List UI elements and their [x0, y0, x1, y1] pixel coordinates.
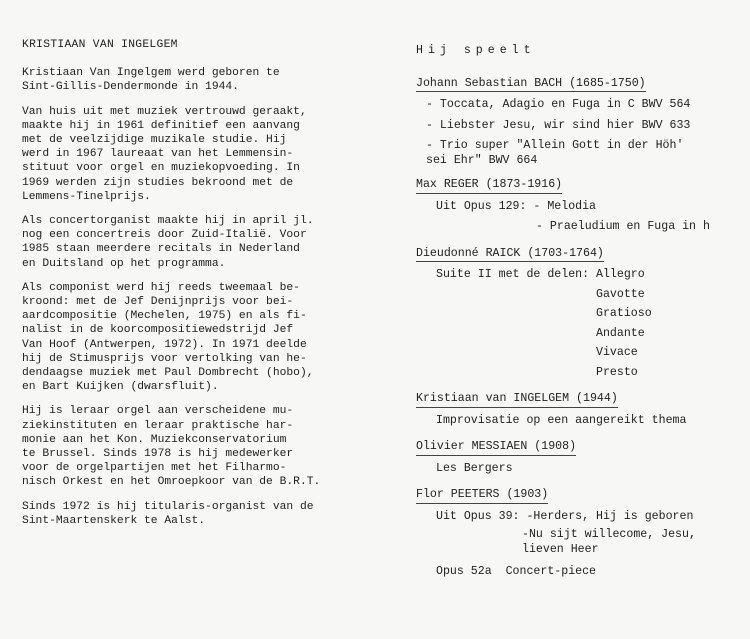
composer-name: Flor PEETERS [416, 488, 500, 501]
composer-reger [416, 172, 746, 194]
composer-years: (1903) [506, 488, 549, 501]
work-item: - Toccata, Adagio en Fuga in C BWV 564 [426, 98, 691, 111]
composer-name: Max REGER [416, 178, 479, 191]
work-item: - Liebster Jesu, wir sind hier BWV 633 [426, 118, 691, 132]
bio-paragraph-studies: Van huis uit met muziek vertrouwd geraakt, maakte hij in 1961 definitief een aanvang met de veelzijdige muzikale studie. Hij werd in 1967 laureaat van het Lemmensin- stituut voor orgel en muziekopvoeding. In 1969 werden zijn studies bekroond met de Lemmens-Tinelprijs. [22, 105, 307, 203]
movement-item: Presto [596, 365, 638, 379]
movement-item: Andante [596, 326, 645, 340]
composer-name: Olivier MESSIAEN [416, 440, 528, 453]
program-heading: Hij speelt [416, 44, 536, 57]
work-item: Opus 52a Concert-piece [436, 565, 597, 578]
bio-paragraph-teacher: Hij is leraar orgel aan verscheidene mu- ziekinstituten en leraar praktische har- monie aan het Kon. Muziekconservatorium te Brussel. Sinds 1978 is hij medewerker voor de orgelpartijen met het Filharmo- nisch Orkest en het Omroepkoor van de B.R.T. [22, 405, 321, 489]
movement-item: Gavotte [596, 287, 645, 301]
biography-heading: KRISTIAAN VAN INGELGEM [22, 39, 178, 51]
work-item: Improvisatie op een aangereikt thema [436, 413, 687, 427]
work-item: Suite II met de delen: Allegro [436, 268, 645, 281]
bio-paragraph-concerts: Als concertorganist maakte hij in april jl. nog een concertreis door Zuid-Italië. Voor 1985 staan meerdere recitals in Nederland en Duitsland op het programma. [22, 215, 314, 270]
movement-item: Vivace [596, 346, 638, 359]
composer-years: (1873-1916) [485, 178, 563, 191]
composer-messiaen [416, 434, 746, 456]
work-item: - Trio super "Allein Gott in der Höh' sei Ehr" BWV 664 [426, 139, 684, 167]
composer-heading [416, 488, 548, 504]
composer-heading [416, 178, 562, 194]
composer-heading [416, 247, 604, 263]
bio-paragraph-birth: Kristiaan Van Ingelgem werd geboren te Sint-Gillis-Dendermonde in 1944. [22, 67, 280, 94]
work-item: -Nu sijt willecome, Jesu, lieven Heer [522, 528, 696, 556]
composer-name: Kristiaan van INGELGEM [416, 392, 570, 405]
work-item: Les Bergers [436, 461, 513, 475]
composer-peeters [416, 482, 746, 504]
composer-years: (1685-1750) [569, 76, 646, 90]
work-item: Uit Opus 129: - Melodia [436, 199, 597, 213]
program-column [416, 44, 746, 580]
composer-bach [416, 71, 746, 93]
composer-years: (1908) [534, 440, 577, 453]
composer-name: Dieudonné RAICK [416, 246, 521, 260]
work-item: - Praeludium en Fuga in h [536, 220, 710, 233]
biography-column [22, 38, 352, 538]
composer-raick [416, 241, 746, 263]
composer-years: (1703-1764) [527, 246, 604, 260]
movement-item: Gratioso [596, 307, 652, 320]
composer-name: Johann Sebastian BACH [416, 76, 563, 90]
work-item: Uit Opus 39: -Herders, Hij is geboren [436, 509, 694, 523]
composer-heading [416, 440, 576, 456]
composer-heading [416, 77, 646, 93]
composer-years: (1944) [576, 392, 618, 405]
composer-heading [416, 392, 618, 408]
bio-paragraph-composer: Als componist werd hij reeds tweemaal be- kroond: met de Jef Denijnprijs voor bei- aardcompositie (Mechelen, 1975) en als fi- nalist in de koorcompositiewedstrijd Jef Van Hoof (Antwerpen, 1972). In 1971 deelde hij de Stimusprijs voor vertolking van he- dendaagse muziek met Paul Dombrecht (hobo), en Bart Kuijken (dwarsfluit). [22, 281, 314, 394]
bio-paragraph-titular: Sinds 1972 is hij titularis-organist van de Sint-Maartenskerk te Aalst. [22, 500, 314, 527]
composer-ingelgem [416, 386, 746, 408]
